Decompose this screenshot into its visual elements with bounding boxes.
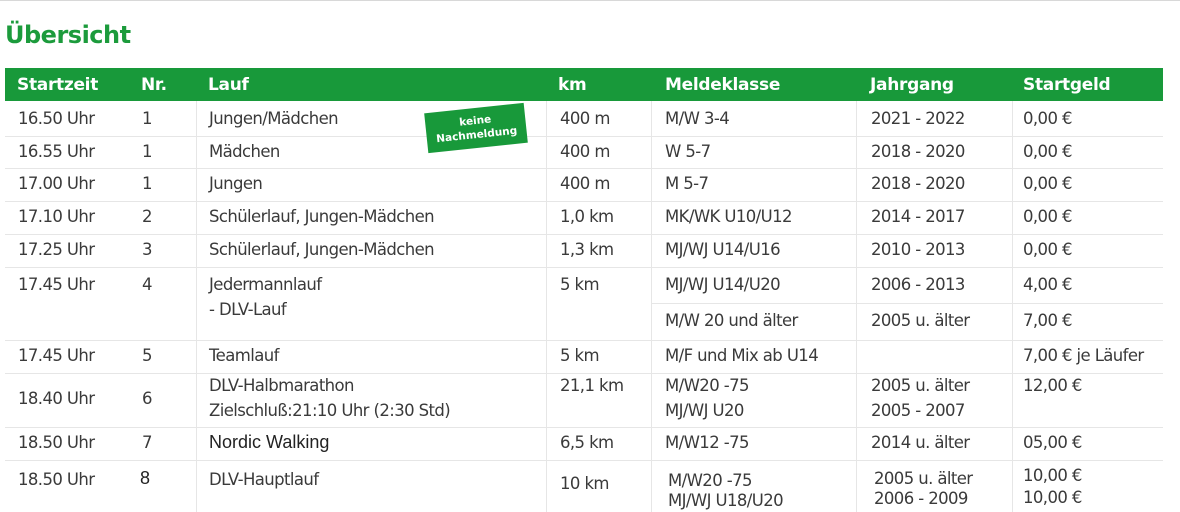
cell-jahrgang-line2: 2005 - 2007 [871, 401, 965, 420]
cell-jahrgang: 2005 u. älter [874, 469, 973, 488]
cut-off-heading-fragment [18, 506, 108, 512]
row-divider [5, 427, 1163, 428]
row-divider [5, 267, 1163, 268]
cell-lauf: Schülerlauf, Jungen-Mädchen [209, 207, 435, 226]
cell-meldeklasse: MJ/WJ U14/U20 [665, 275, 780, 294]
cell-km: 21,1 km [560, 376, 624, 395]
cell-meldeklasse: M/W20 -75 [665, 376, 749, 395]
row-divider [5, 201, 1163, 202]
cell-meldeklasse-line2: MJ/WJ U20 [665, 401, 744, 420]
cell-startgeld: 0,00 € [1023, 207, 1072, 226]
cell-lauf: Jedermannlauf [209, 275, 322, 294]
column-divider [1012, 101, 1013, 512]
cell-startgeld: 7,00 € je Läufer [1023, 346, 1144, 365]
cell-nr: 8 [140, 468, 151, 488]
row-divider [5, 340, 1163, 341]
header-lauf: Lauf [208, 75, 249, 95]
cell-lauf: Jungen [209, 174, 263, 193]
cell-lauf-line2: Zielschluß:21:10 Uhr (2:30 Std) [209, 401, 451, 420]
cell-jahrgang-line2: 2006 - 2009 [874, 489, 968, 508]
cell-startzeit: 18.50 Uhr [18, 433, 95, 452]
header-startzeit: Startzeit [17, 75, 99, 95]
cell-nr: 4 [142, 275, 152, 294]
header-startgeld: Startgeld [1023, 75, 1111, 95]
row-divider [5, 168, 1163, 169]
cell-nr: 1 [142, 142, 152, 161]
cell-startgeld: 4,00 € [1023, 275, 1072, 294]
cell-startzeit: 17.45 Uhr [18, 275, 95, 294]
cell-startgeld: 05,00 € [1023, 433, 1082, 452]
cell-nr: 7 [142, 433, 152, 452]
cell-nr: 6 [142, 389, 152, 408]
cell-jahrgang-line2: 2005 u. älter [871, 311, 970, 330]
cell-jahrgang: 2005 u. älter [871, 376, 970, 395]
cell-startzeit: 17.25 Uhr [18, 240, 95, 259]
cell-lauf: Teamlauf [209, 346, 279, 365]
cell-meldeklasse-line2: MJ/WJ U18/U20 [668, 491, 783, 510]
cell-startgeld: 0,00 € [1023, 109, 1072, 128]
cell-km: 400 m [560, 109, 610, 128]
cell-startgeld-line2: 7,00 € [1023, 311, 1072, 330]
row-divider [5, 373, 1163, 374]
cell-km: 10 km [560, 474, 609, 493]
cell-lauf: Nordic Walking [209, 432, 330, 452]
cell-jahrgang: 2021 - 2022 [871, 109, 965, 128]
badge-line2: Nachmeldung [435, 124, 518, 146]
cell-jahrgang: 2018 - 2020 [871, 174, 965, 193]
cell-startgeld: 0,00 € [1023, 174, 1072, 193]
cell-startgeld: 0,00 € [1023, 142, 1072, 161]
cell-km: 400 m [560, 174, 610, 193]
cell-startgeld: 12,00 € [1023, 376, 1082, 395]
cell-lauf: DLV-Hauptlauf [209, 470, 319, 489]
cell-nr: 5 [142, 346, 152, 365]
column-divider [651, 101, 652, 512]
badge-line1: keine [458, 113, 492, 129]
cell-meldeklasse-line2: M/W 20 und älter [665, 311, 798, 330]
header-km: km [558, 75, 587, 95]
cell-lauf: Schülerlauf, Jungen-Mädchen [209, 240, 435, 259]
page-title: Übersicht [5, 21, 131, 49]
table-header [5, 68, 1163, 101]
cell-nr: 3 [142, 240, 152, 259]
cell-startgeld-line2: 10,00 € [1023, 488, 1082, 507]
cell-jahrgang: 2010 - 2013 [871, 240, 965, 259]
cell-startgeld: 10,00 € [1023, 466, 1082, 485]
row-divider [651, 303, 1163, 304]
cell-meldeklasse: MJ/WJ U14/U16 [665, 240, 780, 259]
row-divider [5, 460, 1163, 461]
cell-km: 6,5 km [560, 433, 614, 452]
column-divider [196, 101, 197, 512]
row-divider [5, 136, 1163, 137]
cell-km: 5 km [560, 346, 599, 365]
cell-meldeklasse: M 5-7 [665, 174, 709, 193]
cell-lauf: Jungen/Mädchen [209, 109, 338, 128]
cell-startzeit: 16.55 Uhr [18, 142, 95, 161]
cell-nr: 1 [142, 109, 152, 128]
cell-meldeklasse: M/W 3-4 [665, 109, 730, 128]
cell-jahrgang: 2014 - 2017 [871, 207, 965, 226]
cell-km: 1,0 km [560, 207, 614, 226]
top-divider [0, 0, 1180, 1]
header-meldeklasse: Meldeklasse [665, 75, 781, 95]
column-divider [856, 101, 857, 512]
cell-startzeit: 18.40 Uhr [18, 389, 95, 408]
cell-startzeit: 18.50 Uhr [18, 470, 95, 489]
cell-meldeklasse: M/F und Mix ab U14 [665, 346, 819, 365]
cell-lauf-line2: - DLV-Lauf [209, 300, 287, 319]
cell-km: 400 m [560, 142, 610, 161]
cell-meldeklasse: MK/WK U10/U12 [665, 207, 792, 226]
cell-meldeklasse: M/W12 -75 [665, 433, 749, 452]
cell-km: 1,3 km [560, 240, 614, 259]
header-jahrgang: Jahrgang [870, 75, 954, 95]
cell-startzeit: 17.00 Uhr [18, 174, 95, 193]
cell-km: 5 km [560, 275, 599, 294]
no-late-registration-badge [424, 103, 528, 153]
cell-lauf: Mädchen [209, 142, 280, 161]
cell-startgeld: 0,00 € [1023, 240, 1072, 259]
header-nr: Nr. [141, 75, 167, 95]
cell-nr: 2 [142, 207, 152, 226]
cell-meldeklasse: W 5-7 [665, 142, 711, 161]
cell-jahrgang: 2014 u. älter [871, 433, 970, 452]
cell-nr: 1 [142, 174, 152, 193]
cell-startzeit: 17.10 Uhr [18, 207, 95, 226]
cell-jahrgang: 2018 - 2020 [871, 142, 965, 161]
cell-startzeit: 17.45 Uhr [18, 346, 95, 365]
cell-jahrgang: 2006 - 2013 [871, 275, 965, 294]
cell-lauf: DLV-Halbmarathon [209, 376, 354, 395]
column-divider [546, 101, 547, 512]
cell-meldeklasse: M/W20 -75 [668, 471, 752, 490]
row-divider [5, 234, 1163, 235]
cell-startzeit: 16.50 Uhr [18, 109, 95, 128]
